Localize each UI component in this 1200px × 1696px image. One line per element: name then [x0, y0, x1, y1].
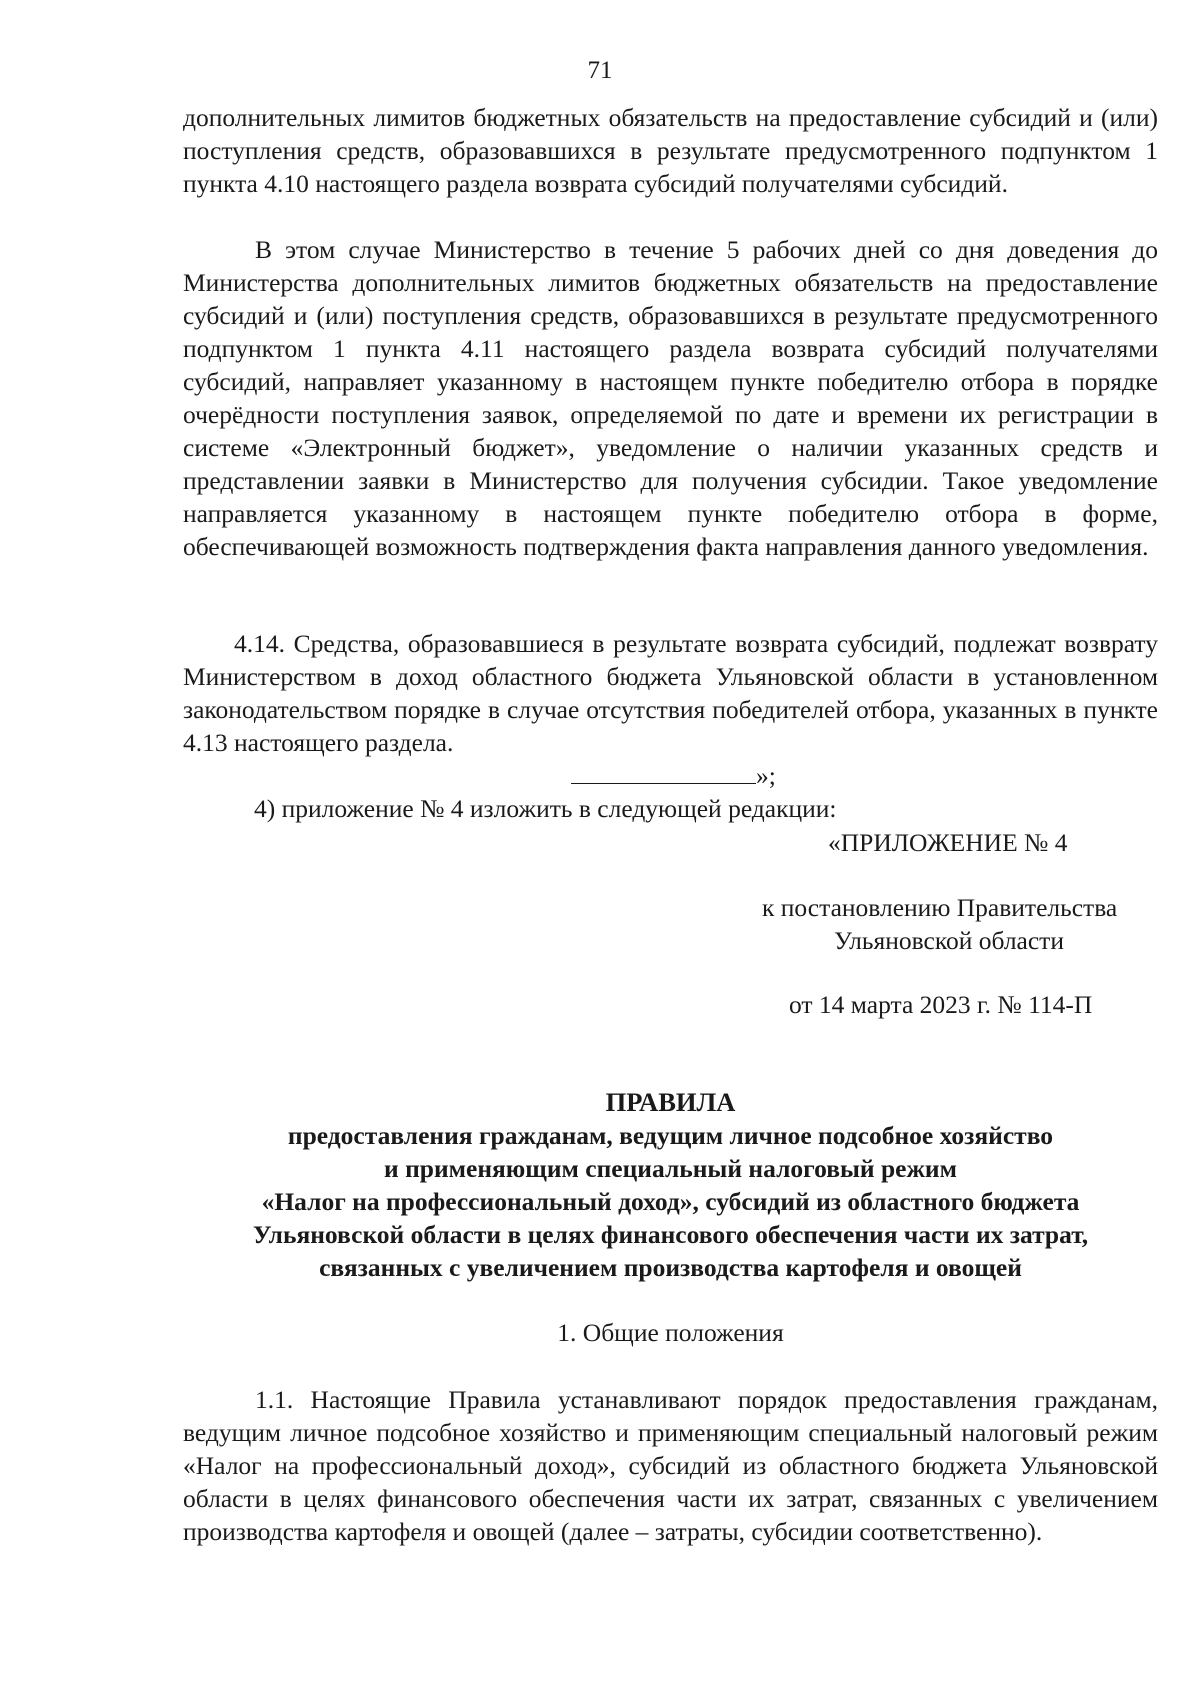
- closing-mark: »;: [756, 761, 776, 790]
- closing-line: [571, 761, 776, 791]
- appendix-to: к постановлению Правительства: [762, 893, 1118, 922]
- heading-line: Ульяновской области в целях финансового обеспечения части их затрат,: [252, 1220, 1089, 1249]
- appendix-title: «ПРИЛОЖЕНИЕ № 4: [828, 828, 1068, 857]
- rules-heading: [183, 1085, 1158, 1284]
- heading-line: «Налог на профессиональный доход», субсидий из областного бюджета: [261, 1187, 1080, 1216]
- appendix-date: от 14 марта 2023 г. № 114-П: [789, 990, 1093, 1019]
- paragraph-continuation: [183, 101, 1158, 200]
- paragraph-text: дополнительных лимитов бюджетных обязательств на предоставление субсидий и (или) поступления средств, образовавшихся в результате предусмотренного подпунктом 1 пункта 4.10 настоящего раздела возврата субсидий получателями субсидий.: [183, 103, 1158, 198]
- heading-line: и применяющим специальный налоговый режим: [384, 1154, 957, 1183]
- item-4: 4) приложение № 4 изложить в следующей редакции:: [254, 794, 837, 823]
- appendix-region: Ульяновской области: [834, 926, 1064, 955]
- page-number: 71: [587, 57, 613, 84]
- paragraph-notification: [183, 233, 1158, 563]
- heading-main: ПРАВИЛА: [605, 1087, 736, 1117]
- paragraph-1-1: [183, 1383, 1158, 1548]
- heading-line: связанных с увеличением производства картофеля и овощей: [319, 1253, 1022, 1282]
- paragraph-text: 1.1. Настоящие Правила устанавливают порядок предоставления гражданам, ведущим личное подсобное хозяйство и применяющим специальный налоговый режим «Налог на профессиональный доход», субсидий из областного бюджета Ульяновской области в целях финансового обеспечения части их затрат, связанных с увеличением производства картофеля и овощей (далее – затраты, субсидии соответственно).: [183, 1385, 1158, 1546]
- blank-underline: [571, 761, 756, 784]
- paragraph-text: В этом случае Министерство в течение 5 рабочих дней со дня доведения до Министерства дополнительных лимитов бюджетных обязательств на предоставление субсидий и (или) поступления средств, образовавшихся в результате предусмотренного подпунктом 1 пункта 4.11 настоящего раздела возврата субсидий получателями субсидий, направляет указанному в настоящем пункте победителю отбора в порядке очерёдности поступления заявок, определяемой по дате и времени их регистрации в системе «Электронный бюджет», уведомление о наличии указанных средств и представлении заявки в Министерство для получения субсидии. Такое уведомление направляется указанному в настоящем пункте победителю отбора в форме, обеспечивающей возможность подтверждения факта направления данного уведомления.: [183, 235, 1158, 561]
- section-title: 1. Общие положения: [557, 1318, 784, 1347]
- paragraph-4-14: [183, 627, 1158, 759]
- paragraph-text: 4.14. Средства, образовавшиеся в результате возврата субсидий, подлежат возврату Министерством в доход областного бюджета Ульяновской области в установленном законодательством порядке в случае отсутствия победителей отбора, указанных в пункте 4.13 настоящего раздела.: [183, 629, 1158, 757]
- heading-line: предоставления гражданам, ведущим личное подсобное хозяйство: [287, 1121, 1054, 1150]
